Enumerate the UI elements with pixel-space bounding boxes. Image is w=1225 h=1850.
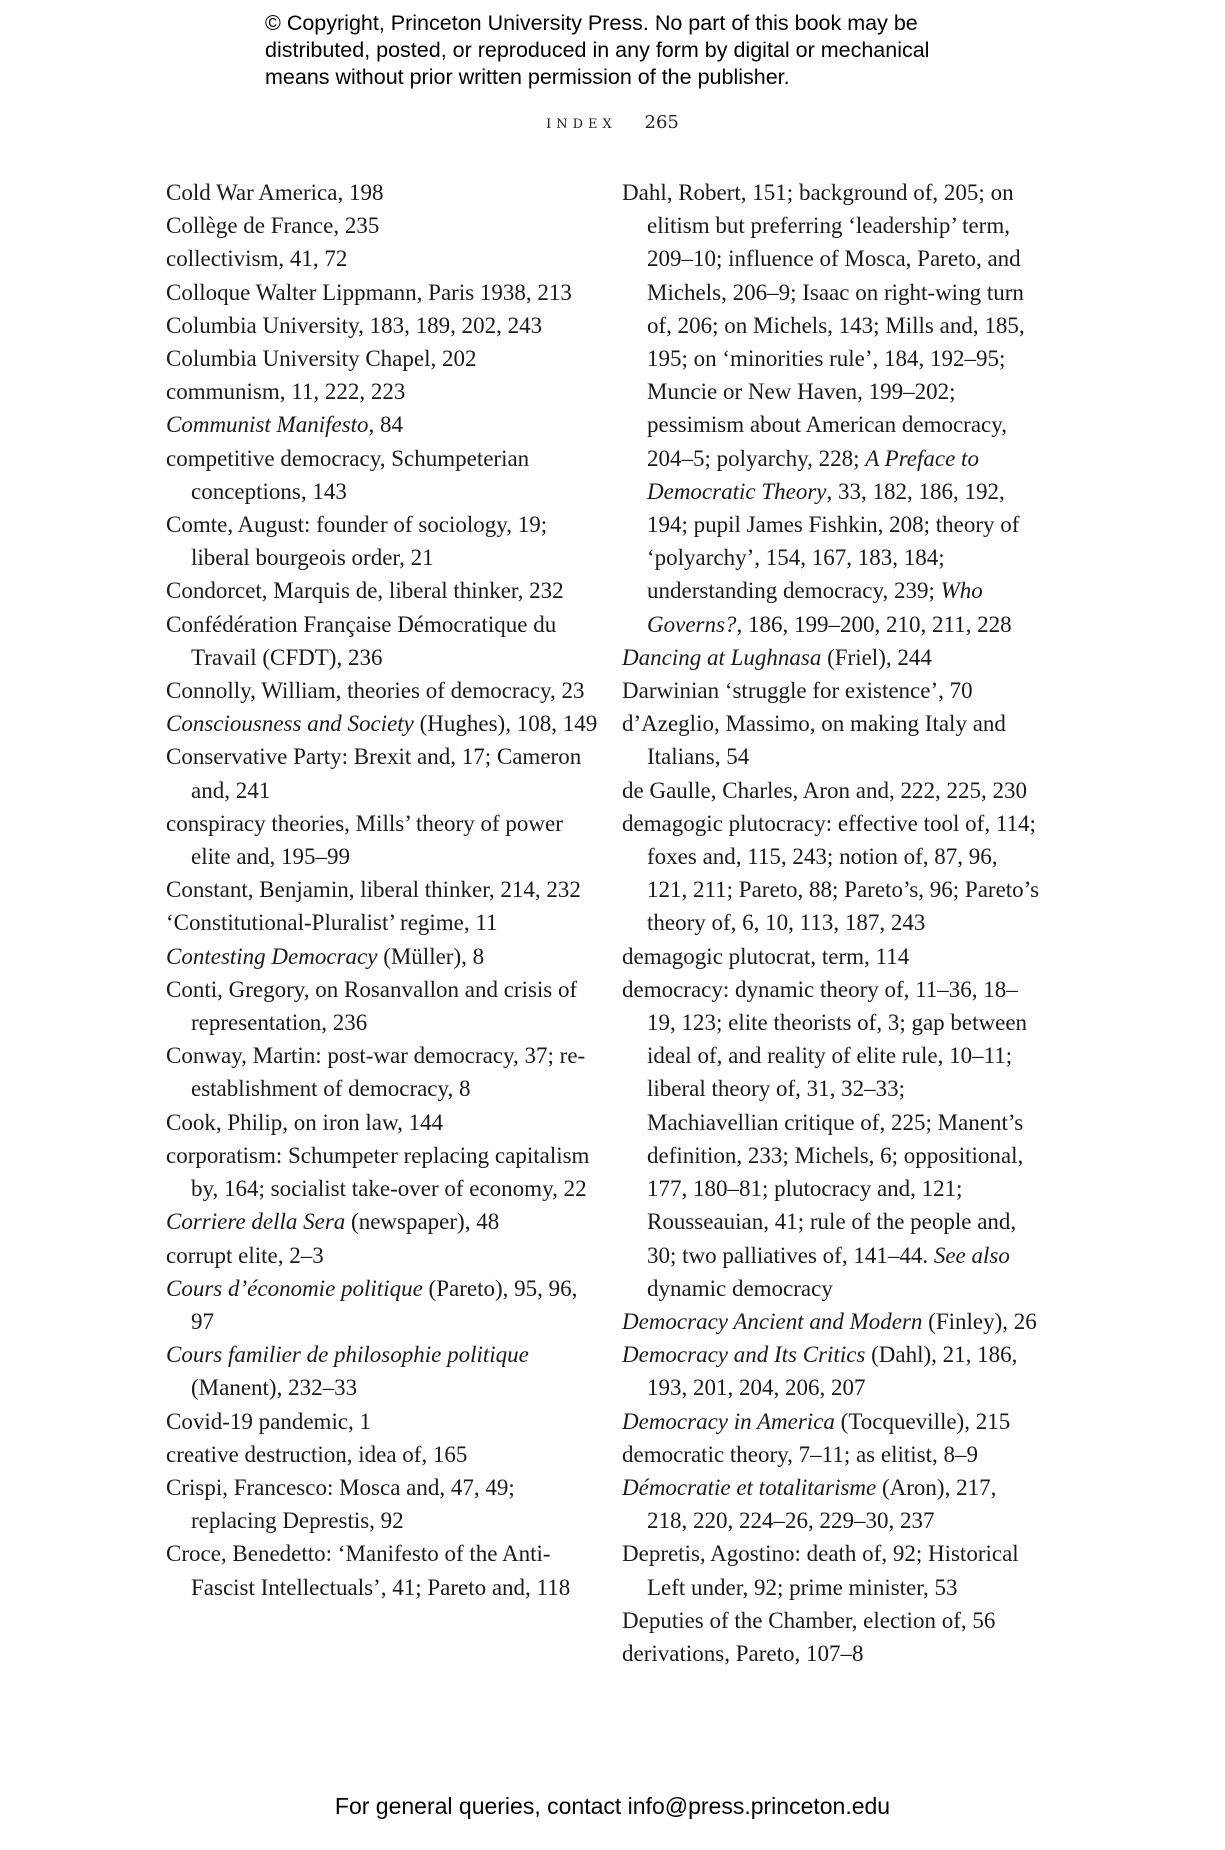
index-entry-text: Conservative Party: Brexit and, 17; Cameron and, 241: [166, 744, 582, 803]
index-entry: [166, 408, 606, 441]
index-entry: [622, 807, 1042, 940]
copyright-line: distributed, posted, or reproduced in any form by digital or mechanical: [265, 38, 930, 62]
index-entry-title: Consciousness and Society: [166, 711, 414, 737]
index-entry-text: Darwinian ‘struggle for existence’, 70: [622, 678, 973, 704]
contact-footer: For general queries, contact info@press.princeton.edu: [334, 1793, 891, 1819]
index-entry-text: Columbia University Chapel, 202: [166, 346, 477, 372]
index-entry: [166, 508, 606, 574]
index-entry-text: creative destruction, idea of, 165: [166, 1441, 468, 1467]
index-entry: [622, 176, 1042, 641]
index-entry: [166, 1139, 606, 1205]
index-entry: [166, 1039, 606, 1105]
index-entry: [622, 940, 1042, 973]
index-entry: [622, 973, 1042, 1305]
index-entry: [622, 1637, 1042, 1670]
copyright-line: © Copyright, Princeton University Press. No part of this book may be: [265, 11, 918, 35]
index-entry: [166, 807, 606, 873]
index-entry: [166, 375, 606, 408]
index-entry-text: (Finley), 26: [922, 1308, 1037, 1334]
index-entry-text: demagogic plutocrat, term, 114: [622, 943, 910, 969]
index-entry-text: (Tocqueville), 215: [834, 1408, 1011, 1434]
index-entry-text: Depretis, Agostino: death of, 92; Historical Left under, 92; prime minister, 53: [622, 1541, 1019, 1600]
index-entry: [166, 973, 606, 1039]
index-entry: [166, 1405, 606, 1438]
copyright-line: means without prior written permission of the publisher.: [265, 65, 790, 89]
index-entry-text: communism, 11, 222, 223: [166, 379, 406, 405]
index-entry: [622, 707, 1042, 773]
index-entry-text: democracy: dynamic theory of, 11–36, 18–19, 123; elite theorists of, 3; gap between ideal of, and reality of elite rule, 10–11; liberal theory of, 31, 32–33; Machiavellian critique of, 225; Manent’s definition, 233; Michels, 6; oppositional, 177, 180–81; plutocracy and, 121; Rousseauian, 41; rule of the people and, 30; two palliatives of, 141–44.: [622, 976, 1028, 1268]
index-entry-text: corrupt elite, 2–3: [166, 1242, 324, 1268]
index-entry-text: (Manent), 232–33: [191, 1375, 358, 1401]
index-entry-text: Comte, August: founder of sociology, 19; liberal bourgeois order, 21: [166, 512, 548, 571]
index-entry-text: , 33, 182, 186, 192, 194; pupil James Fishkin, 208; theory of ‘polyarchy’, 154, 167, 183, 184; understanding democracy, 239;: [647, 478, 1020, 604]
index-entry: [166, 574, 606, 607]
index-entry: [622, 774, 1042, 807]
index-entry-title: See also: [933, 1242, 1010, 1268]
index-entry-text: Colloque Walter Lippmann, Paris 1938, 213: [166, 279, 572, 305]
index-entry: [622, 1471, 1042, 1537]
index-entry: [166, 209, 606, 242]
index-entry-text: (Müller), 8: [377, 943, 485, 969]
index-entry: [622, 1604, 1042, 1637]
index-entry-text: competitive democracy, Schumpeterian conceptions, 143: [166, 445, 530, 504]
index-entry-text: (newspaper), 48: [345, 1209, 500, 1235]
index-entry-text: Columbia University, 183, 189, 202, 243: [166, 312, 543, 338]
index-entry-text: Dahl, Robert, 151; background of, 205; on elitism but preferring ‘leadership’ term, 209–10; influence of Mosca, Pareto, and Michels, 206–9; Isaac on right-wing turn of, 206; on Michels, 143; Mills and, 185, 195; on ‘minorities rule’, 184, 192–95; Muncie or New Haven, 199–202; pessimism about American democracy, 204–5; polyarchy, 228;: [622, 180, 1025, 471]
index-entry: [622, 1305, 1042, 1338]
index-entry: [166, 608, 606, 674]
index-entry: [166, 1272, 606, 1338]
index-entry-text: Crispi, Francesco: Mosca and, 47, 49; replacing Deprestis, 92: [166, 1474, 515, 1534]
index-entry-text: Cook, Philip, on iron law, 144: [166, 1109, 444, 1135]
page-number: 265: [644, 112, 679, 133]
index-entry-title: Contesting Democracy: [166, 943, 378, 969]
running-head-label: index: [546, 112, 617, 133]
index-entry-text: ‘Constitutional-Pluralist’ regime, 11: [166, 910, 498, 936]
index-entry-text: Condorcet, Marquis de, liberal thinker, 232: [166, 578, 564, 604]
index-entry-text: collectivism, 41, 72: [166, 246, 348, 272]
index-entry-title: Cours familier de philosophie politique: [166, 1342, 529, 1368]
index-entry: [166, 906, 606, 939]
index-entry: [622, 674, 1042, 707]
index-entry: [166, 873, 606, 906]
index-entry-text: Covid-19 pandemic, 1: [166, 1408, 372, 1434]
running-head: [0, 112, 1225, 133]
index-entry-text: (Pareto), 95, 96, 97: [191, 1275, 578, 1334]
index-entry-text: corporatism: Schumpeter replacing capitalism by, 164; socialist take-over of economy, 22: [166, 1142, 590, 1202]
index-entry-text: conspiracy theories, Mills’ theory of power elite and, 195–99: [166, 810, 563, 870]
index-entry: [166, 276, 606, 309]
copyright-notice: [265, 10, 1025, 91]
index-entry: [166, 242, 606, 275]
index-entry-text: de Gaulle, Charles, Aron and, 222, 225, 230: [622, 777, 1027, 803]
index-entry-text: Conway, Martin: post-war democracy, 37; re-establishment of democracy, 8: [166, 1043, 586, 1102]
index-entry: [166, 176, 606, 209]
index-entry-text: Collège de France, 235: [166, 213, 380, 239]
index-entry: [166, 740, 606, 806]
index-column-left: [166, 176, 606, 1604]
index-entry-text: (Friel), 244: [821, 644, 932, 670]
index-entry: [166, 1239, 606, 1272]
index-entry-title: Cours d’économie politique: [166, 1275, 423, 1301]
index-entry-title: Dancing at Lughnasa: [622, 644, 822, 670]
index-entry-title: Democracy and Its Critics: [622, 1342, 866, 1368]
index-entry: [166, 342, 606, 375]
index-entry: [622, 641, 1042, 674]
index-entry-title: Communist Manifesto: [166, 412, 369, 438]
index-entry-text: Croce, Benedetto: ‘Manifesto of the Anti-Fascist Intellectuals’, 41; Pareto and, 118: [166, 1541, 571, 1600]
index-entry-text: Constant, Benjamin, liberal thinker, 214, 232: [166, 877, 581, 903]
index-entry: [166, 674, 606, 707]
index-entry-title: A Preface to Democratic Theory: [647, 445, 979, 504]
index-entry-text: dynamic democracy: [647, 1275, 833, 1301]
index-entry-text: Deputies of the Chamber, election of, 56: [622, 1607, 996, 1633]
index-entry: [166, 442, 606, 508]
index-entry: [166, 1438, 606, 1471]
index-entry-text: Conti, Gregory, on Rosanvallon and crisis of representation, 236: [166, 976, 578, 1036]
index-entry-title: Who Governs?: [647, 578, 983, 637]
index-entry-text: (Hughes), 108, 149: [413, 711, 598, 737]
index-entry: [166, 1338, 606, 1404]
index-entry: [166, 1205, 606, 1238]
index-entry-text: Confédération Française Démocratique du Travail (CFDT), 236: [166, 611, 557, 670]
index-entry: [622, 1405, 1042, 1438]
index-entry: [166, 707, 606, 740]
index-entry-text: , 186, 199–200, 210, 211, 228: [736, 611, 1012, 637]
index-entry-text: derivations, Pareto, 107–8: [622, 1640, 864, 1666]
index-column-right: [622, 176, 1042, 1670]
index-entry: [166, 940, 606, 973]
index-entry: [622, 1438, 1042, 1471]
index-entry-text: demagogic plutocracy: effective tool of, 114; foxes and, 115, 243; notion of, 87, 96, 121, 211; Pareto, 88; Pareto’s, 96; Pareto’s theory of, 6, 10, 113, 187, 243: [622, 810, 1040, 936]
index-entry-text: Cold War America, 198: [166, 180, 384, 205]
index-entry: [166, 309, 606, 342]
index-entry: [622, 1537, 1042, 1603]
index-entry: [166, 1471, 606, 1537]
index-entry-text: (Aron), 217, 218, 220, 224–26, 229–30, 237: [647, 1474, 997, 1534]
index-entry-text: Connolly, William, theories of democracy, 23: [166, 678, 585, 704]
index-entry-text: d’Azeglio, Massimo, on making Italy and Italians, 54: [622, 711, 1006, 770]
index-entry-title: Corriere della Sera: [166, 1209, 346, 1235]
index-entry: [166, 1537, 606, 1603]
index-entry-text: (Dahl), 21, 186, 193, 201, 204, 206, 207: [647, 1342, 1018, 1401]
index-entry-text: democratic theory, 7–11; as elitist, 8–9: [622, 1441, 978, 1467]
index-entry-text: , 84: [368, 412, 404, 438]
index-entry: [622, 1338, 1042, 1404]
index-entry-title: Démocratie et totalitarisme: [622, 1474, 877, 1500]
index-entry: [166, 1106, 606, 1139]
index-entry-title: Democracy Ancient and Modern: [622, 1308, 923, 1334]
index-entry-title: Democracy in America: [622, 1408, 835, 1434]
